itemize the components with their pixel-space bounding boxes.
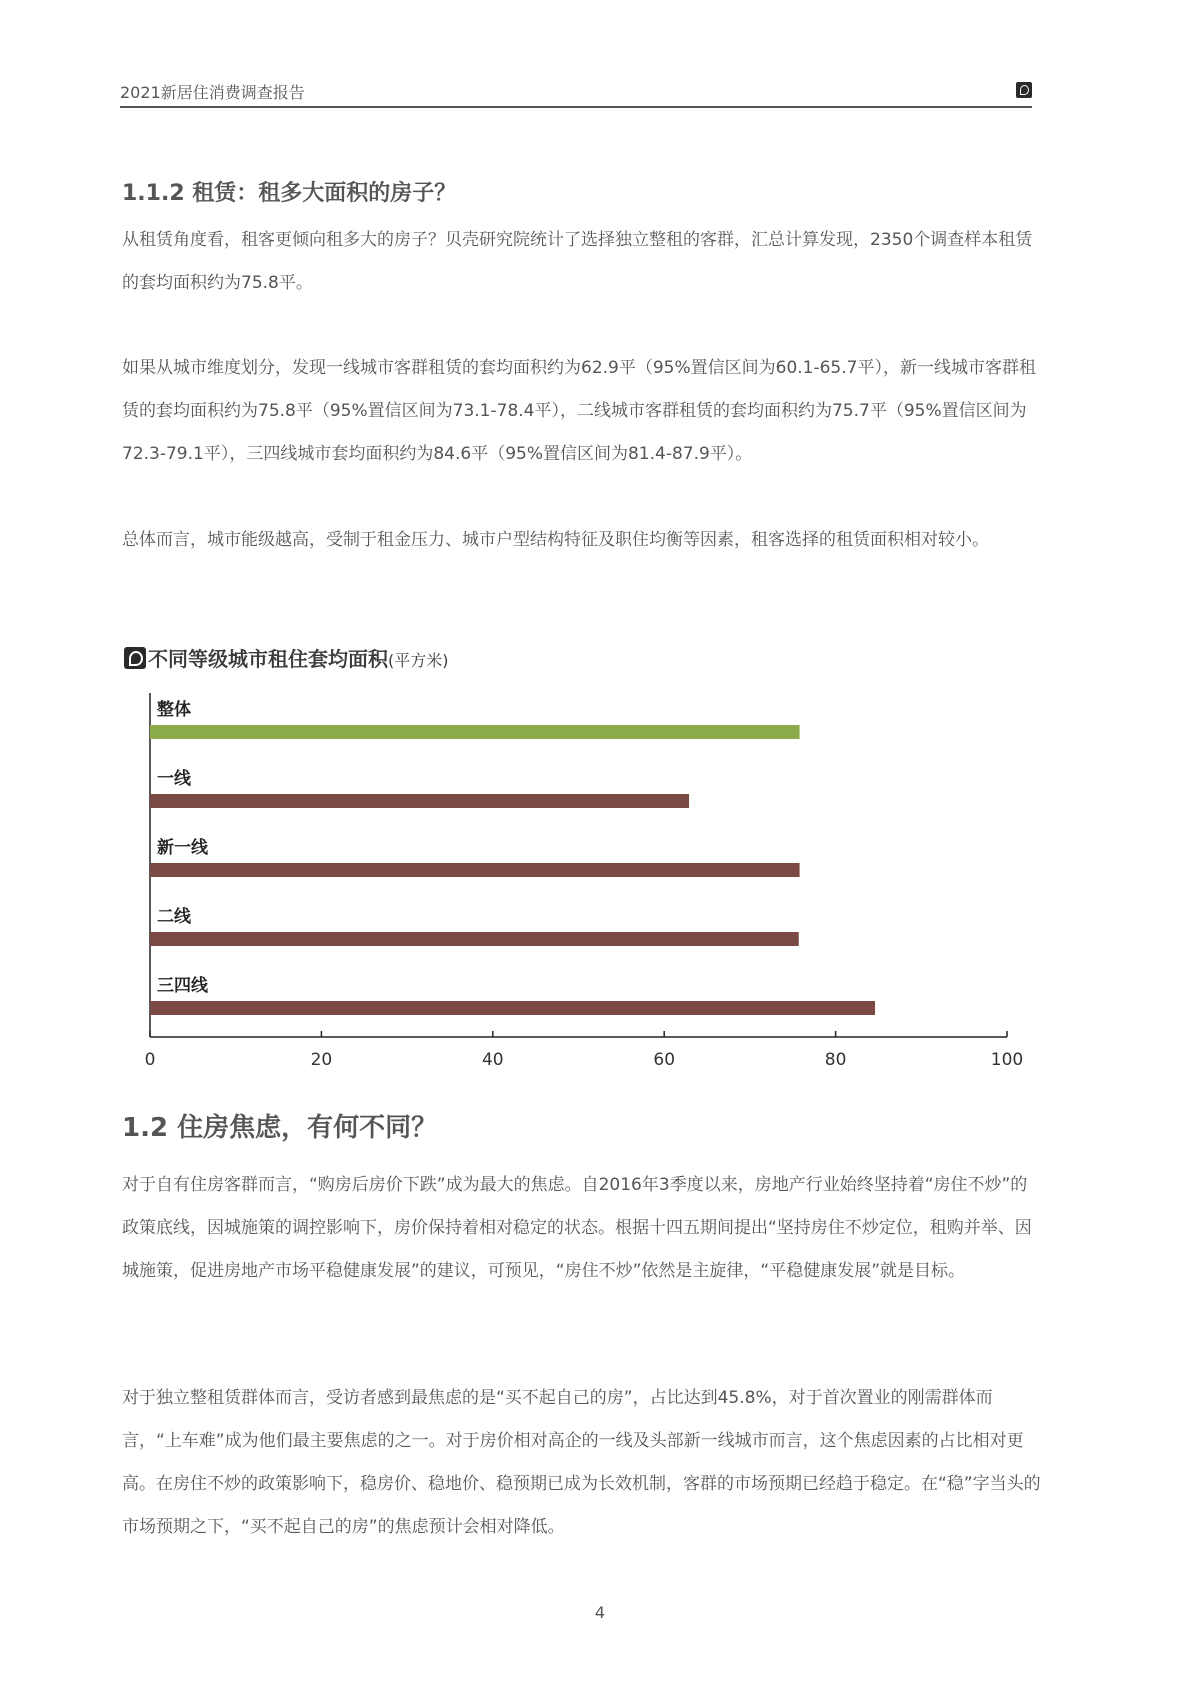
x-tick-label: 40 (481, 1050, 504, 1070)
paragraph: 如果从城市维度划分，发现一线城市客群租赁的套均面积约为62.9平（95%置信区间为60.1-65.7平），新一线城市客群租赁的套均面积约为75.8平（95%置信区间为73.1-78.4平），二线城市客群租赁的套均面积约为75.7平（95%置信区间为72.3-79.1平），三四线城市套均面积约为84.6平（95%置信区间为81.4-87.9平）。 (122, 358, 1036, 464)
x-tick-label: 80 (824, 1050, 847, 1070)
page-number: 4 (594, 1603, 606, 1622)
paragraph: 对于独立整租赁群体而言，受访者感到最焦虑的是“买不起自己的房”，占比达到45.8%，对于首次置业的刚需群体而言，“上车难”成为他们最主要焦虑的之一。对于房价相对高企的一线及头部新一线城市而言，这个焦虑因素的占比相对更高。在房住不炒的政策影响下，稳房价、稳地价、稳预期已成为长效机制，客群的市场预期已经趋于稳定。在“稳”字当头的市场预期之下，“买不起自己的房”的焦虑预计会相对降低。 (122, 1388, 1041, 1537)
category-label: 新一线 (157, 838, 208, 858)
x-tick-label: 0 (144, 1050, 156, 1070)
category-label: 三四线 (157, 976, 208, 996)
bar (150, 863, 800, 877)
category-label: 一线 (157, 769, 191, 789)
paragraph: 从租赁角度看，租客更倾向租多大的房子？贝壳研究院统计了选择独立整租的客群，汇总计算发现，2350个调查样本租赁的套均面积约为75.8平。 (122, 230, 1033, 293)
section-heading-rental-area: 1.1.2 租赁：租多大面积的房子？ (122, 181, 457, 206)
x-tick-label: 60 (653, 1050, 676, 1070)
bar (150, 725, 800, 739)
bar (150, 932, 799, 946)
x-tick-label: 20 (310, 1050, 333, 1070)
chart-title-text: 不同等级城市租住套均面积 (148, 647, 388, 671)
bar (150, 1001, 875, 1015)
paragraph: 对于自有住房客群而言，“购房后房价下跌”成为最大的焦虑。自2016年3季度以来，房地产行业始终坚持着“房住不炒”的政策底线，因城施策的调控影响下，房价保持着相对稳定的状态。根据十四五期间提出“坚持房住不炒定位，租购并举、因城施策，促进房地产市场平稳健康发展”的建议，可预见，“房住不炒”依然是主旋律，“平稳健康发展”就是目标。 (122, 1175, 1032, 1281)
bar (150, 794, 689, 808)
report-title: 2021新居住消费调查报告 (120, 83, 305, 102)
category-label: 二线 (157, 907, 191, 927)
x-tick-label: 100 (990, 1050, 1024, 1070)
category-label: 整体 (157, 700, 191, 720)
section-heading-housing-anxiety: 1.2 住房焦虑，有何不同？ (122, 1113, 438, 1143)
chart-unit: (平方米) (388, 651, 449, 670)
paragraph: 总体而言，城市能级越高，受制于租金压力、城市户型结构特征及职住均衡等因素，租客选择的租赁面积相对较小。 (122, 530, 989, 550)
